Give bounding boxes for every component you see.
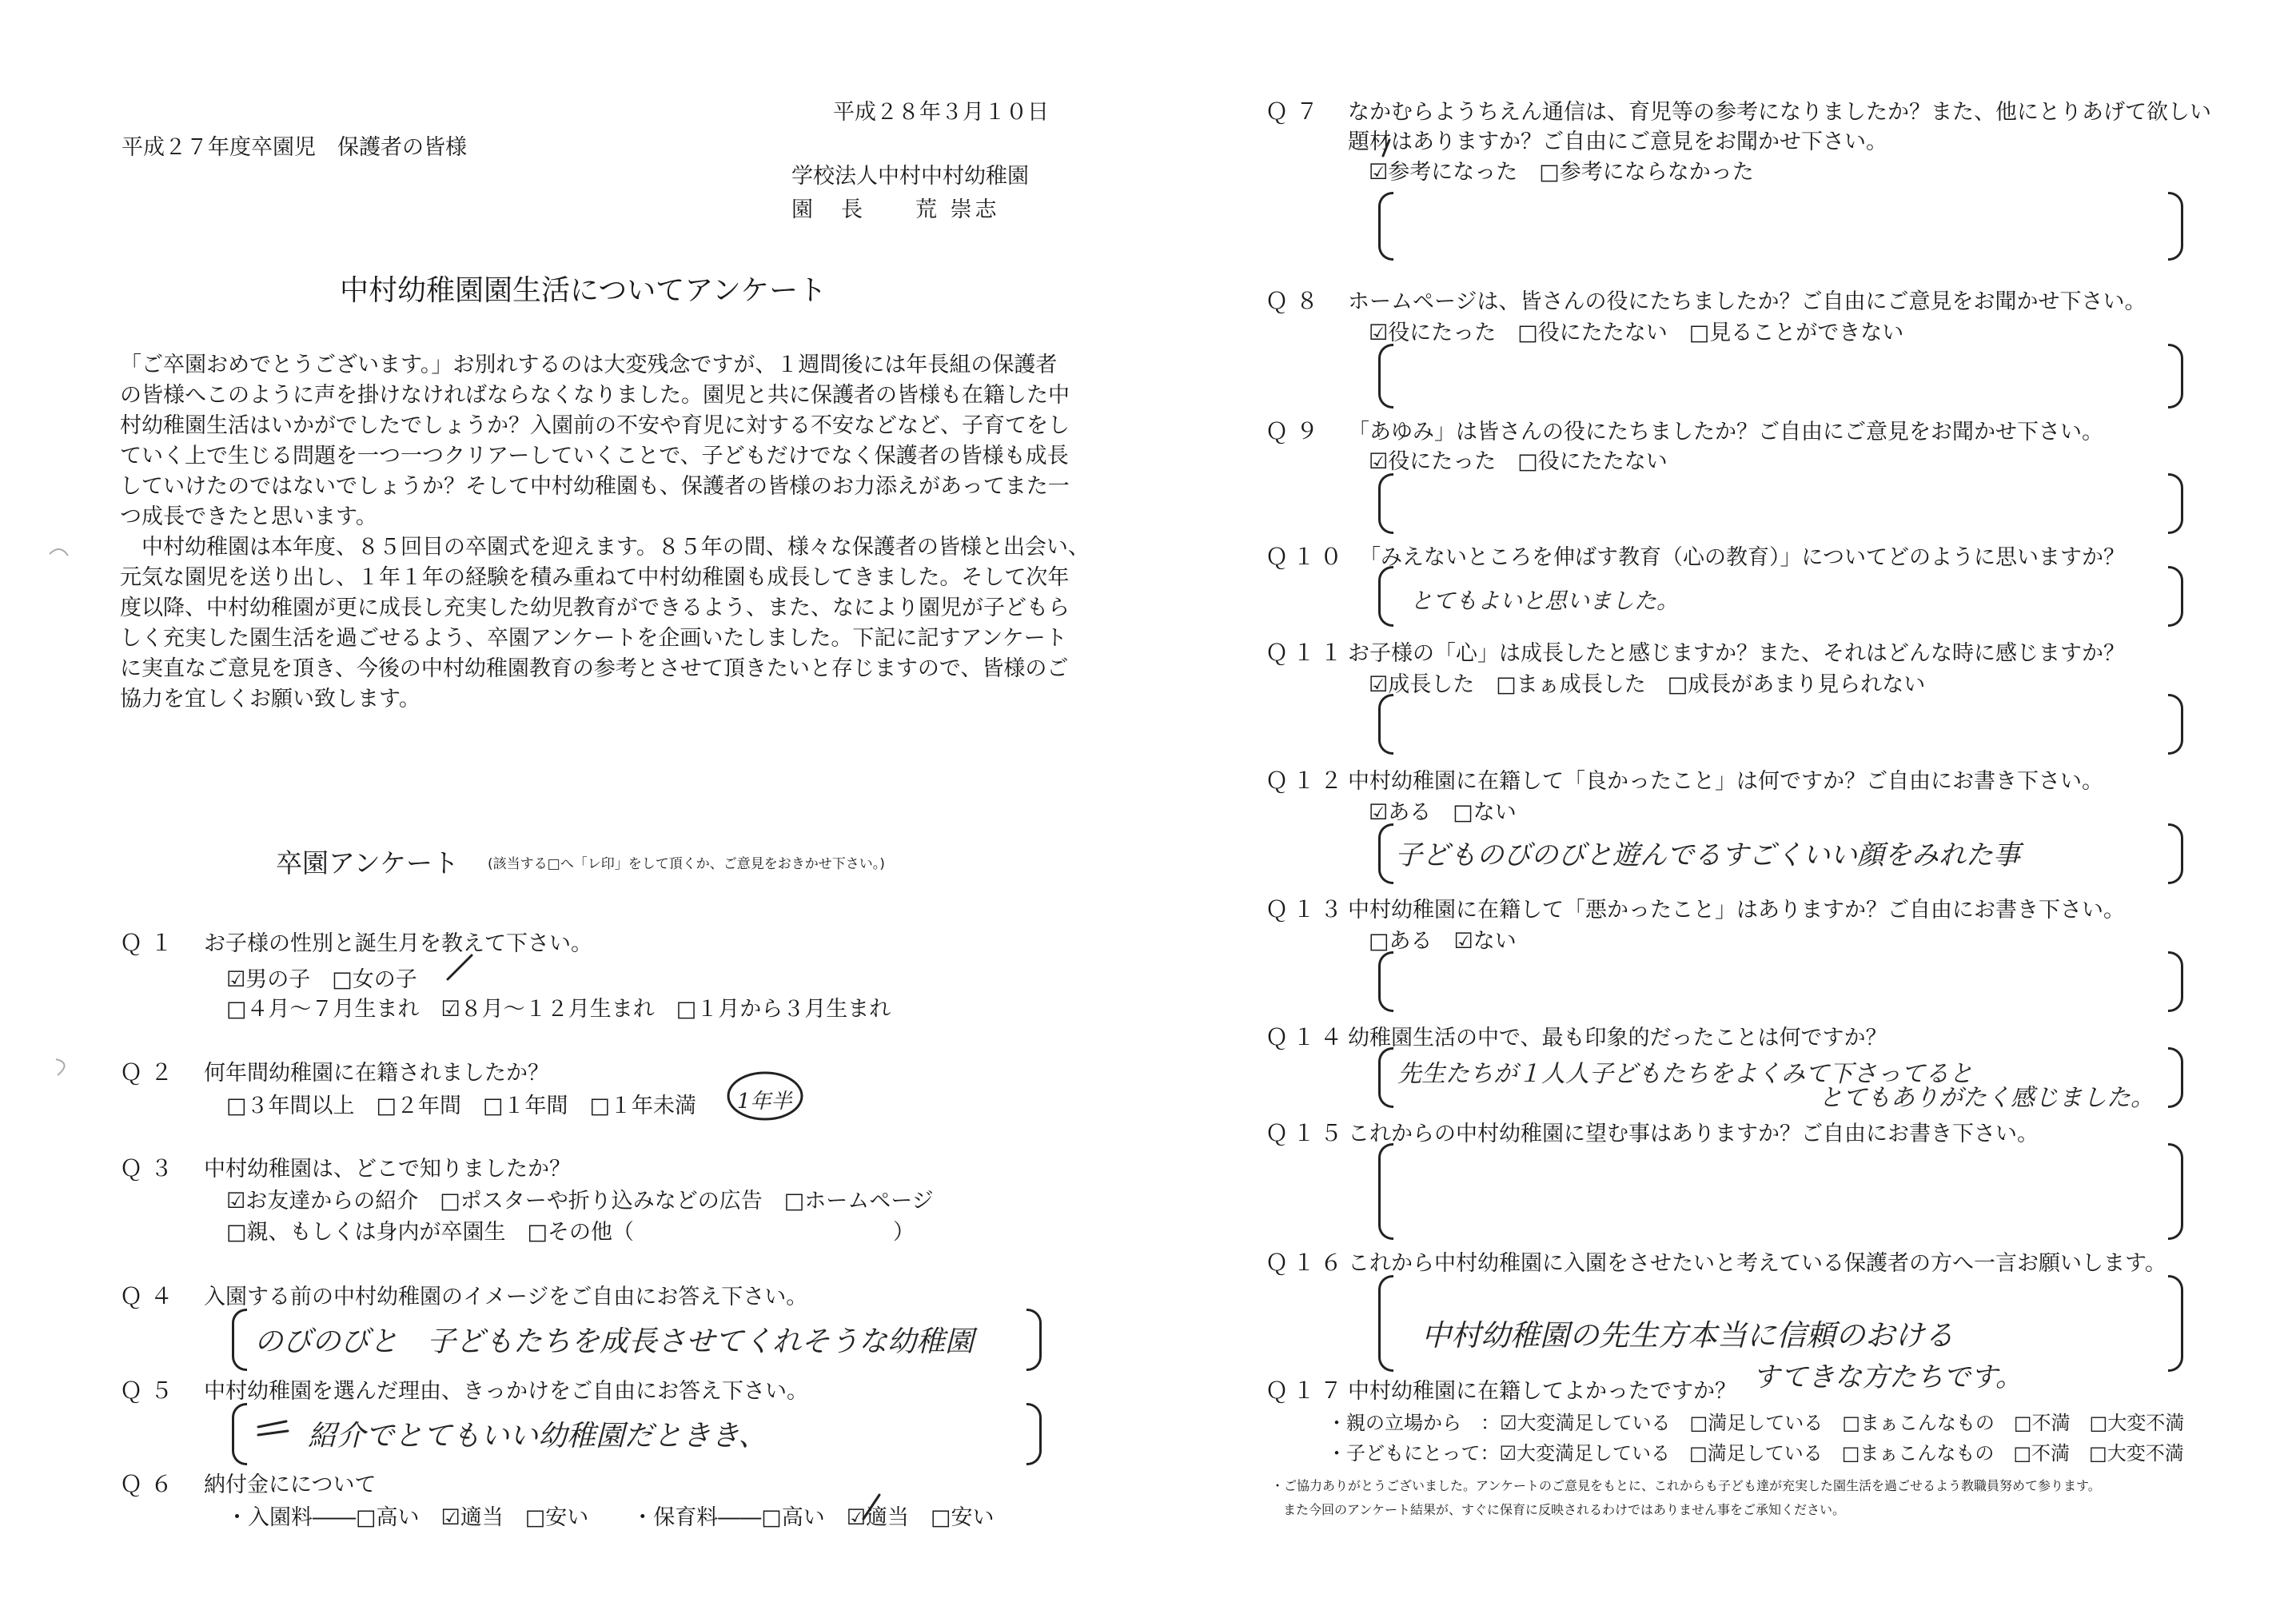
q12-answer-bracket-left — [1378, 823, 1393, 884]
q3-options-row2[interactable]: □親、もしくは身内が卒園生 □その他（ ） — [226, 1220, 915, 1245]
q13-number: Ｑ１３ — [1266, 896, 1348, 923]
intro-line: に実直なご意見を頂き、今後の中村幼稚園教育の参考とさせて頂きたいと存じますので、皆様のご — [120, 656, 1069, 681]
q8-text: ホームページは、皆さんの役にたちましたか？ご自由にご意見をお聞かせ下さい。 — [1348, 289, 2147, 314]
q7-answer-bracket-left — [1378, 192, 1393, 261]
q10-answer-bracket-left — [1378, 566, 1393, 627]
footer-thanks: ・ご協力ありがとうございました。アンケートのご意見をもとに、これからも子ども達が充実した園生活を過ごせるよう教職員努めて参ります。 — [1271, 1478, 2101, 1493]
intro-paragraph — [120, 350, 1090, 715]
q7-text-line1: なかむらようちえん通信は、育児等の参考になりましたか？また、他にとりあげて欲しい — [1348, 100, 2211, 125]
q15-number: Ｑ１５ — [1266, 1120, 1348, 1146]
scan-artifact-mark — [50, 549, 68, 556]
date: 平成２８年３月１０日 — [833, 100, 1049, 125]
q7-answer-bracket-right — [2168, 192, 2183, 261]
q1-options-gender[interactable]: ☑男の子 □女の子 — [226, 967, 417, 992]
q1-number: Ｑ１ — [120, 930, 181, 956]
q14-number: Ｑ１４ — [1266, 1024, 1348, 1050]
principal: 園 長 荒 崇志 — [791, 197, 1000, 222]
q5-handwritten-answer[interactable]: 紹介でとてもいい幼稚園だときき、 — [308, 1420, 767, 1453]
q9-answer-bracket-left — [1378, 473, 1393, 534]
q6-number: Ｑ６ — [120, 1471, 181, 1497]
recipient: 平成２７年度卒園児 保護者の皆様 — [122, 135, 467, 160]
q12-options[interactable]: ☑ある □ない — [1369, 800, 1517, 825]
q1-stray-check-mark — [448, 955, 472, 979]
intro-line: していけたのではないでしょうか？そして中村幼稚園も、保護者の皆様のお力添えがあってまた一 — [120, 474, 1070, 499]
q5-answer-bracket-left — [232, 1403, 247, 1465]
q3-text: 中村幼稚園は、どこで知りましたか？ — [204, 1157, 571, 1182]
q13-answer-bracket-right — [2168, 951, 2183, 1012]
q10-answer-bracket-right — [2168, 566, 2183, 627]
q13-text: 中村幼稚園に在籍して「悪かったこと」はありますか？ご自由にお書き下さい。 — [1348, 898, 2125, 923]
intro-line: 村幼稚園生活はいかがでしたでしょうか？入園前の不安や育児に対する不安などなど、子育てをし — [120, 413, 1070, 438]
q6-options[interactable]: ・入園料――□高い ☑適当 □安い ・保育料――□高い ☑適当 □安い — [226, 1505, 995, 1530]
q12-text: 中村幼稚園に在籍して「良かったこと」は何ですか？ご自由にお書き下さい。 — [1348, 769, 2103, 794]
q10-number: Ｑ１０ — [1266, 544, 1348, 570]
q11-answer-bracket-right — [2168, 694, 2183, 755]
intro-line: 度以降、中村幼稚園が更に成長し充実した幼児教育ができるよう、また、なにより園児が子どもら — [120, 596, 1070, 620]
q7-text-line2: 題材はありますか？ご自由にご意見をお聞かせ下さい。 — [1348, 130, 1887, 154]
q8-options[interactable]: ☑役にたった □役にたたない □見ることができない — [1369, 321, 1904, 345]
q4-answer-bracket-right — [1026, 1309, 1042, 1371]
q13-options[interactable]: □ある ☑ない — [1369, 929, 1517, 954]
q6-text: 納付金にについて — [204, 1473, 377, 1497]
q2-options[interactable]: □３年間以上 □２年間 □１年間 □１年未満 — [226, 1094, 697, 1118]
q12-handwritten-answer[interactable]: 子どものびのびと遊んでるすごくいい顔をみれた事 — [1395, 839, 2020, 871]
intro-line: の皆様へこのように声を掛けなければならなくなりました。園児と共に保護者の皆様も在籍した中 — [120, 383, 1070, 408]
survey-instruction: (該当する□へ「レ印」をして頂くか、ご意見をおきかせ下さい。) — [488, 856, 885, 872]
q16-handwritten-answer-line1[interactable]: 中村幼稚園の先生方本当に信頼のおける — [1421, 1318, 1954, 1353]
q5-text: 中村幼稚園を選んだ理由、きっかけをご自由にお答え下さい。 — [204, 1379, 808, 1404]
q5-strikethrough — [258, 1421, 288, 1435]
q3-number: Ｑ３ — [120, 1155, 181, 1182]
q7-number: Ｑ７ — [1266, 98, 1327, 125]
q11-options[interactable]: ☑成長した □まぁ成長した □成長があまり見られない — [1369, 672, 1926, 697]
q4-text: 入園する前の中村幼稚園のイメージをご自由にお答え下さい。 — [204, 1285, 808, 1309]
intro-line: つ成長できたと思います。 — [120, 504, 377, 529]
q1-options-birth-month[interactable]: □４月～７月生まれ ☑８月～１２月生まれ □１月から３月生まれ — [226, 997, 891, 1022]
q9-number: Ｑ９ — [1266, 418, 1327, 444]
q17-text: 中村幼稚園に在籍してよかったですか？ — [1348, 1379, 1736, 1404]
q16-handwritten-answer-line2[interactable]: すてきな方たちです。 — [1752, 1361, 2023, 1393]
q3-options-row1[interactable]: ☑お友達からの紹介 □ポスターや折り込みなどの広告 □ホームページ — [226, 1189, 934, 1214]
q14-answer-bracket-left — [1378, 1047, 1393, 1108]
q8-number: Ｑ８ — [1266, 288, 1327, 314]
q17-number: Ｑ１７ — [1266, 1377, 1348, 1404]
q16-number: Ｑ１６ — [1266, 1249, 1348, 1276]
intro-line: 中村幼稚園は本年度、８５回目の卒園式を迎えます。８５年の間、様々な保護者の皆様と出会い、 — [120, 535, 1090, 560]
q4-handwritten-answer[interactable]: のびのびと 子どもたちを成長させてくれそうな幼稚園 — [254, 1325, 975, 1358]
q2-text: 何年間幼稚園に在籍されましたか？ — [204, 1061, 549, 1086]
q5-answer-bracket-right — [1026, 1403, 1042, 1465]
q16-answer-bracket-left — [1378, 1275, 1393, 1372]
q8-answer-bracket-left — [1378, 344, 1393, 408]
q17-child-rating[interactable]: ・子どもにとって：☑大変満足している □満足している □まぁこんなもの □不満 □大変不満 — [1327, 1442, 2184, 1465]
q17-parent-rating[interactable]: ・親の立場から ：☑大変満足している □満足している □まぁこんなもの □不満 □大変不満 — [1327, 1412, 2185, 1434]
intro-line: 元気な園児を送り出し、１年１年の経験を積み重ねて中村幼稚園も成長してきました。そして次年 — [120, 565, 1070, 590]
q9-text: 「あゆみ」は皆さんの役にたちましたか？ご自由にご意見をお聞かせ下さい。 — [1348, 420, 2103, 444]
q10-handwritten-answer[interactable]: とてもよいと思いました。 — [1410, 588, 1680, 614]
q12-answer-bracket-right — [2168, 823, 2183, 884]
survey-title: 卒園アンケート — [276, 847, 460, 879]
q16-text: これから中村幼稚園に入園をさせたいと考えている保護者の方へ一言お願いします。 — [1348, 1251, 2166, 1276]
organization: 学校法人中村中村幼稚園 — [791, 164, 1029, 189]
q14-answer-bracket-right — [2168, 1047, 2183, 1108]
document-title: 中村幼稚園園生活についてアンケート — [340, 274, 827, 307]
q11-answer-bracket-left — [1378, 694, 1393, 755]
q4-answer-bracket-left — [232, 1309, 247, 1371]
q5-number: Ｑ５ — [120, 1377, 181, 1404]
q13-answer-bracket-left — [1378, 951, 1393, 1012]
q1-text: お子様の性別と誕生月を教えて下さい。 — [204, 931, 592, 956]
intro-line: しく充実した園生活を過ごせるよう、卒園アンケートを企画いたしました。下記に記すアンケート — [120, 626, 1067, 651]
scan-artifact-mark — [56, 1059, 65, 1075]
q14-text: 幼稚園生活の中で、最も印象的だったことは何ですか？ — [1348, 1026, 1887, 1050]
intro-line: ていく上で生じる問題を一つ一つクリアーしていくことで、子どもだけでなく保護者の皆様も成長 — [120, 444, 1069, 468]
intro-line: 協力を宜しくお願い致します。 — [120, 687, 421, 711]
q11-number: Ｑ１１ — [1266, 640, 1348, 666]
q14-handwritten-answer-line1[interactable]: 先生たちが１人人子どもたちをよくみて下さってると — [1397, 1060, 1973, 1088]
q2-handwritten-answer: 1年半 — [737, 1090, 792, 1114]
q11-text: お子様の「心」は成長したと感じますか？また、それはどんな時に感じますか？ — [1348, 641, 2125, 666]
q15-text: これからの中村幼稚園に望む事はありますか？ご自由にお書き下さい。 — [1348, 1122, 2039, 1146]
q4-number: Ｑ４ — [120, 1283, 181, 1309]
q15-answer-bracket-left — [1378, 1143, 1393, 1240]
q10-text: 「みえないところを伸ばす教育（心の教育）」についてどのように思いますか？ — [1359, 545, 2125, 570]
footer-notice: また今回のアンケート結果が、すぐに保育に反映されるわけではありません事をご承知ください。 — [1283, 1502, 1846, 1517]
q12-number: Ｑ１２ — [1266, 767, 1348, 794]
q9-answer-bracket-right — [2168, 473, 2183, 534]
q7-options[interactable]: ☑参考になった □参考にならなかった — [1369, 160, 1754, 185]
q16-answer-bracket-right — [2168, 1275, 2183, 1372]
intro-line: 「ご卒園おめでとうございます。」お別れするのは大変残念ですが、１週間後には年長組の保護者 — [120, 353, 1058, 377]
q2-number: Ｑ２ — [120, 1059, 181, 1086]
q15-answer-bracket-right — [2168, 1143, 2183, 1240]
q8-answer-bracket-right — [2168, 344, 2183, 408]
q9-options[interactable]: ☑役にたった □役にたたない — [1369, 449, 1668, 474]
q14-handwritten-answer-line2[interactable]: とてもありがたく感じました。 — [1819, 1084, 2154, 1112]
